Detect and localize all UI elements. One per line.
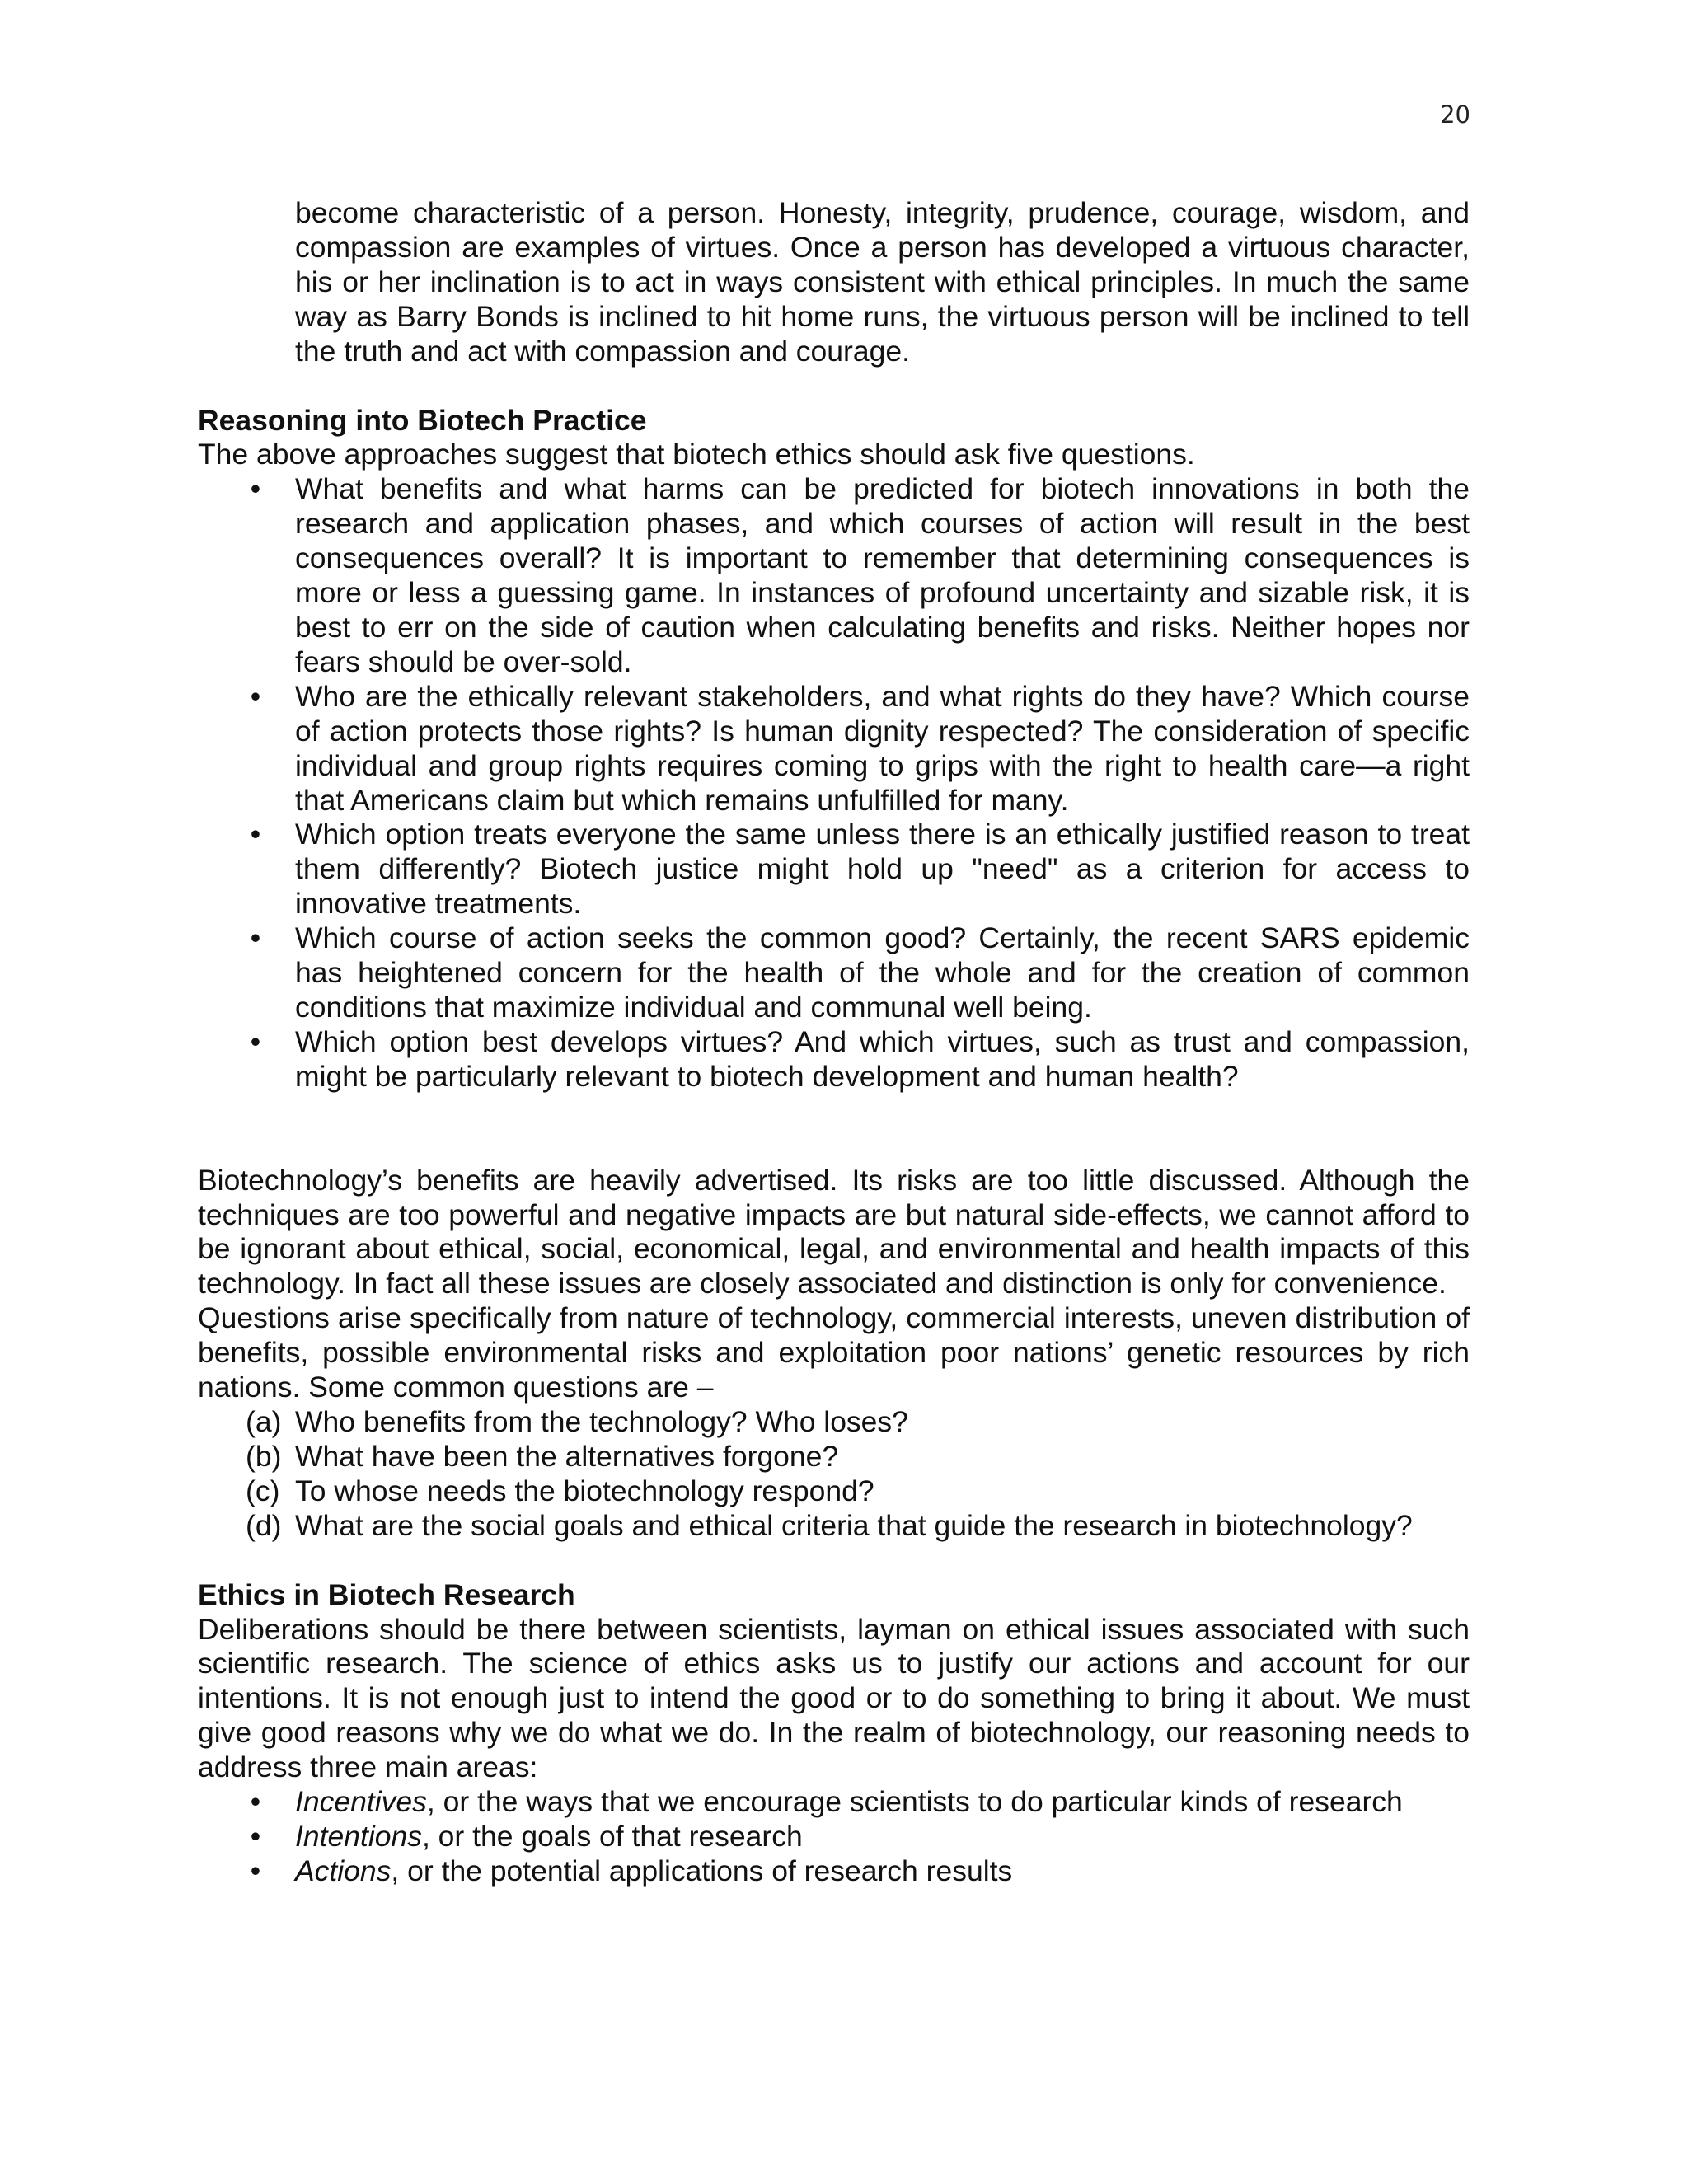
list-item xyxy=(250,1819,1470,1854)
section-heading-reasoning: Reasoning into Biotech Practice xyxy=(198,403,647,437)
list-item xyxy=(250,921,1470,1025)
bullet-icon: • xyxy=(250,472,261,506)
bullet-icon: • xyxy=(250,1785,261,1819)
list-item-text: Which option best develops virtues? And which virtues, such as trust and compassion, might be particularly relevant to biotech development and human health? xyxy=(295,1024,1470,1093)
intro-continuation-paragraph: become characteristic of a person. Honesty, integrity, prudence, courage, wisdom, and compassion are examples of virtues. Once a person has developed a virtuous character, his or her inclination is to act in ways consistent with ethical principles. In much the same way as Barry Bonds is inclined to hit home runs, the virtuous person will be inclined to tell the truth and act with compassion and courage. xyxy=(295,196,1470,368)
list-item-text: , or the potential applications of research results xyxy=(391,1854,1013,1887)
bullet-icon: • xyxy=(250,921,261,955)
list-item xyxy=(246,1508,1470,1544)
list-item-text: What have been the alternatives forgone? xyxy=(295,1439,839,1473)
list-item-text: Which option treats everyone the same unless there is an ethically justified reason to treat them differently? Biotech justice might hold up "need" as a criterion for access to innovative treatments. xyxy=(295,818,1470,921)
three-areas-list xyxy=(198,1785,1470,1889)
bullet-icon: • xyxy=(250,1819,261,1853)
section-lead-paragraph: The above approaches suggest that biotech ethics should ask five questions. xyxy=(198,438,1195,471)
common-questions-list xyxy=(198,1405,1470,1544)
bullet-icon: • xyxy=(250,1854,261,1887)
list-item-term: Actions xyxy=(295,1854,392,1887)
list-item-text: Which course of action seeks the common good? Certainly, the recent SARS epidemic has heightened concern for the health of the whole and for the creation of common conditions that maximize individual and communal well being. xyxy=(295,921,1470,1024)
five-questions-list xyxy=(198,472,1470,1094)
list-item xyxy=(250,1024,1470,1094)
list-marker: (b) xyxy=(246,1439,282,1473)
list-item-text: Who benefits from the technology? Who loses? xyxy=(295,1405,908,1438)
bullet-icon: • xyxy=(250,679,261,713)
list-item xyxy=(250,679,1470,818)
list-item-term: Incentives xyxy=(295,1785,427,1819)
section-heading-ethics-research: Ethics in Biotech Research xyxy=(198,1577,575,1611)
list-item-text: To whose needs the biotechnology respond? xyxy=(295,1474,874,1507)
list-marker: (a) xyxy=(246,1405,282,1438)
list-marker: (d) xyxy=(246,1508,282,1542)
page-number: 20 xyxy=(1440,101,1470,129)
list-item-text: , or the goals of that research xyxy=(421,1819,803,1853)
list-item xyxy=(246,1439,1470,1474)
list-item xyxy=(246,1405,1470,1440)
document-body xyxy=(198,196,1470,1889)
list-item-text: , or the ways that we encourage scientists to do particular kinds of research xyxy=(426,1785,1403,1819)
list-item-text: What are the social goals and ethical criteria that guide the research in biotechnology? xyxy=(295,1508,1413,1542)
list-item xyxy=(246,1474,1470,1509)
list-item xyxy=(250,472,1470,679)
list-item-text: What benefits and what harms can be predicted for biotech innovations in both the research and application phases, and which courses of action will result in the best consequences overall? It is important to remember that determining consequences is more or less a guessing game. In instances of profound uncertainty and sizable risk, it is best to err on the side of caution when calculating benefits and risks. Neither hopes nor fears should be over-sold. xyxy=(295,472,1470,678)
spacer xyxy=(198,1094,1470,1164)
biotech-risks-paragraph: Biotechnology’s benefits are heavily advertised. Its risks are too little discussed. Although the techniques are too powerful and negative impacts are but natural side-effects, we cannot afford to be ignorant about ethical, social, economical, legal, and environmental and health impacts of this technology. In fact all these issues are closely associated and distinction is only for convenience. xyxy=(198,1163,1470,1301)
list-item xyxy=(250,1854,1470,1889)
deliberations-paragraph: Deliberations should be there between scientists, layman on ethical issues associated with such scientific research. The science of ethics asks us to justify our actions and account for our intentions. It is not enough just to intend the good or to do something to bring it about. We must give good reasons why we do what we do. In the realm of biotechnology, our reasoning needs to address three main areas: xyxy=(198,1612,1470,1784)
bullet-icon: • xyxy=(250,1024,261,1058)
list-item-text: Who are the ethically relevant stakeholders, and what rights do they have? Which course of action protects those rights? Is human dignity respected? The consideration of specific individual and group rights requires coming to grips with the right to health care—a right that Americans claim but which remains unfulfilled for many. xyxy=(295,679,1470,817)
list-item-term: Intentions xyxy=(295,1819,422,1853)
list-item xyxy=(250,1785,1470,1820)
list-marker: (c) xyxy=(246,1474,280,1507)
list-item xyxy=(250,818,1470,921)
questions-arise-paragraph: Questions arise specifically from nature of technology, commercial interests, uneven distribution of benefits, possible environmental risks and exploitation poor nations’ genetic resources by rich nations. Some common questions are – xyxy=(198,1301,1470,1404)
bullet-icon: • xyxy=(250,818,261,851)
